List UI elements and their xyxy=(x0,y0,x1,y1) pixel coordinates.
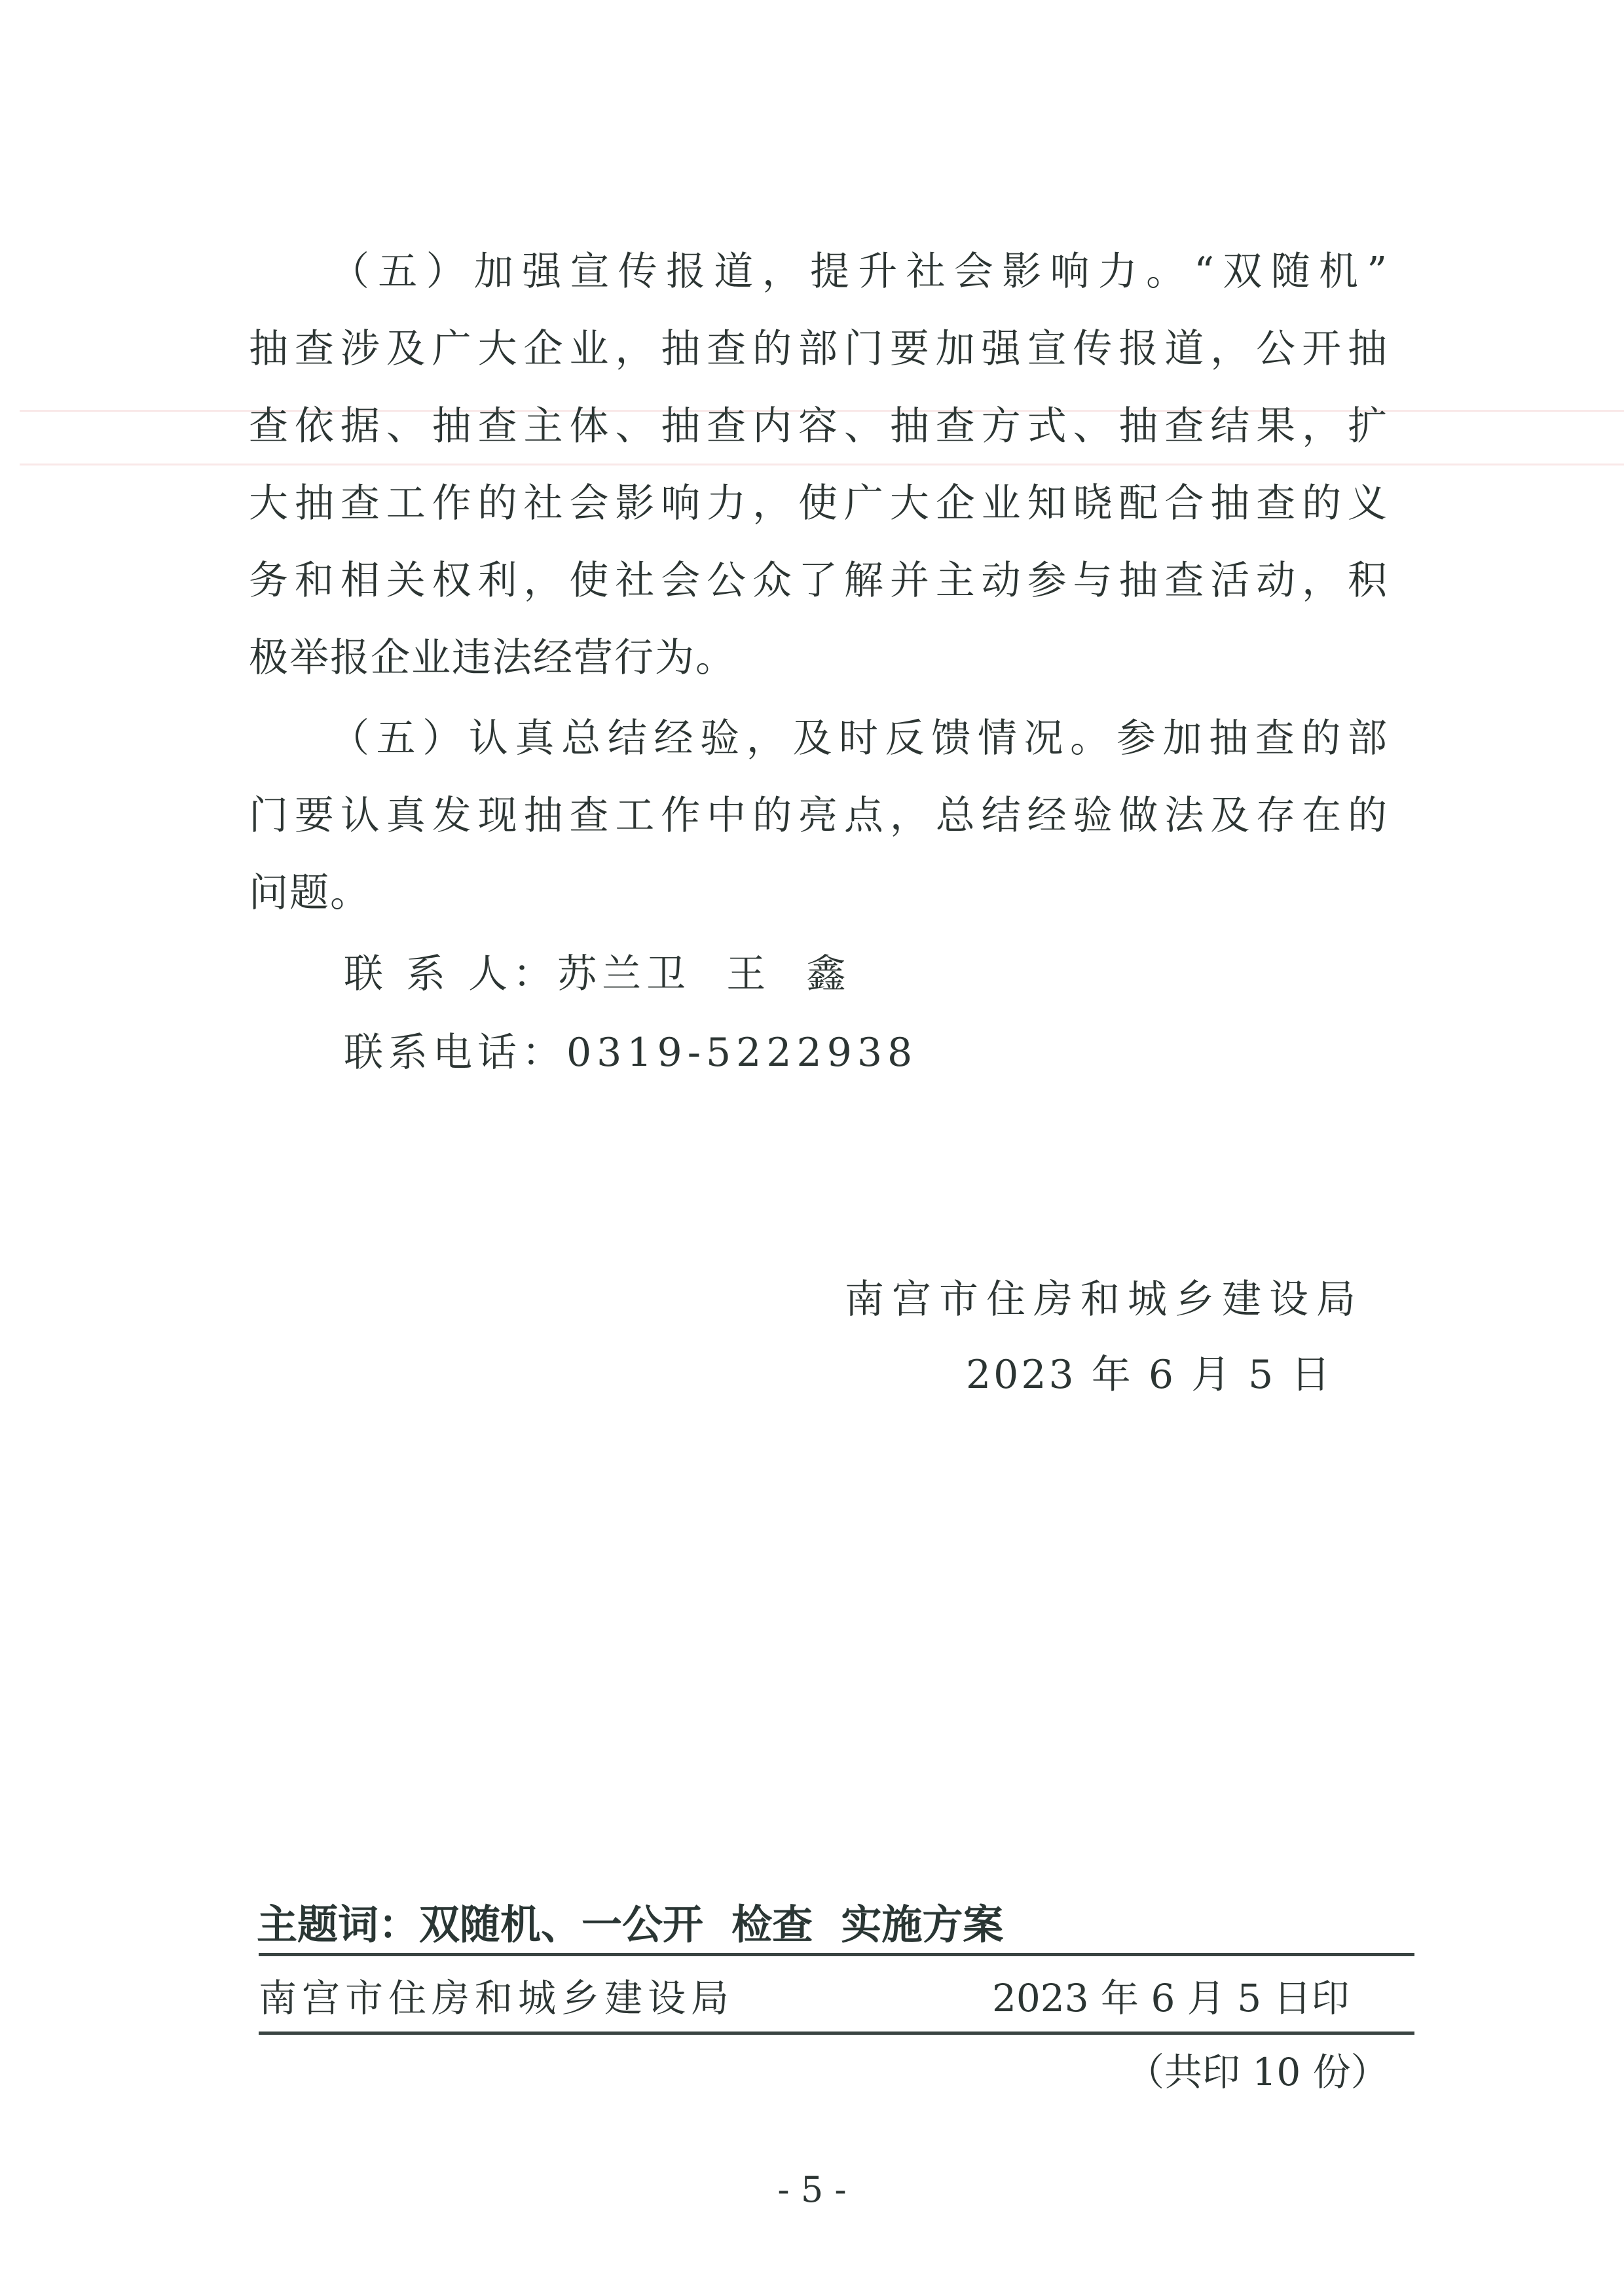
keywords-value: 双随机、一公开 检查 实施方案 xyxy=(419,1901,1004,1948)
footer-print-date: 2023 年 6 月 5 日印 xyxy=(992,1976,1350,2020)
keywords-label: 主题词： xyxy=(257,1901,420,1948)
signature-date: 2023 年 6 月 5 日 xyxy=(966,1352,1333,1398)
paragraph-line: 务和相关权利，使社会公众了解并主动参与抽查活动，积 xyxy=(249,558,1388,604)
footer-rule-top xyxy=(259,1953,1414,1956)
contact-phone-value: 0319-5222938 xyxy=(566,1030,918,1076)
contact-person xyxy=(344,948,851,1000)
paragraph-line: （五）认真总结经验，及时反馈情况。参加抽查的部 xyxy=(330,716,1388,761)
paragraph-line: 抽查涉及广大企业，抽查的部门要加强宣传报道，公开抽 xyxy=(249,326,1388,372)
paragraph-line: 问题。 xyxy=(249,870,371,916)
footer-copies: （共印 10 份） xyxy=(1126,2050,1389,2094)
paragraph-line: 门要认真发现抽查工作中的亮点，总结经验做法及存在的 xyxy=(249,793,1388,839)
paragraph-line: 大抽查工作的社会影响力，使广大企业知晓配合抽查的义 xyxy=(249,481,1388,526)
contact-phone xyxy=(344,1027,917,1079)
keywords-line xyxy=(257,1899,1003,1951)
contact-phone-label: 联系电话： xyxy=(344,1030,566,1076)
contact-person-value: 苏兰卫 王 鑫 xyxy=(557,951,851,997)
paragraph-line: （五）加强宣传报道，提升社会影响力。“双随机” xyxy=(330,249,1388,295)
scan-artifact-line xyxy=(20,464,1624,465)
signature-organization: 南宫市住房和城乡建设局 xyxy=(845,1277,1363,1322)
footer-rule-bottom xyxy=(259,2032,1414,2035)
paragraph-line: 查依据、抽查主体、抽查内容、抽查方式、抽查结果，扩 xyxy=(249,403,1388,449)
footer-issuer: 南宫市住房和城乡建设局 xyxy=(259,1976,735,2020)
page-number: - 5 - xyxy=(777,2169,847,2210)
contact-person-label: 联 系 人： xyxy=(344,951,558,997)
paragraph-line: 极举报企业违法经营行为。 xyxy=(249,635,736,681)
